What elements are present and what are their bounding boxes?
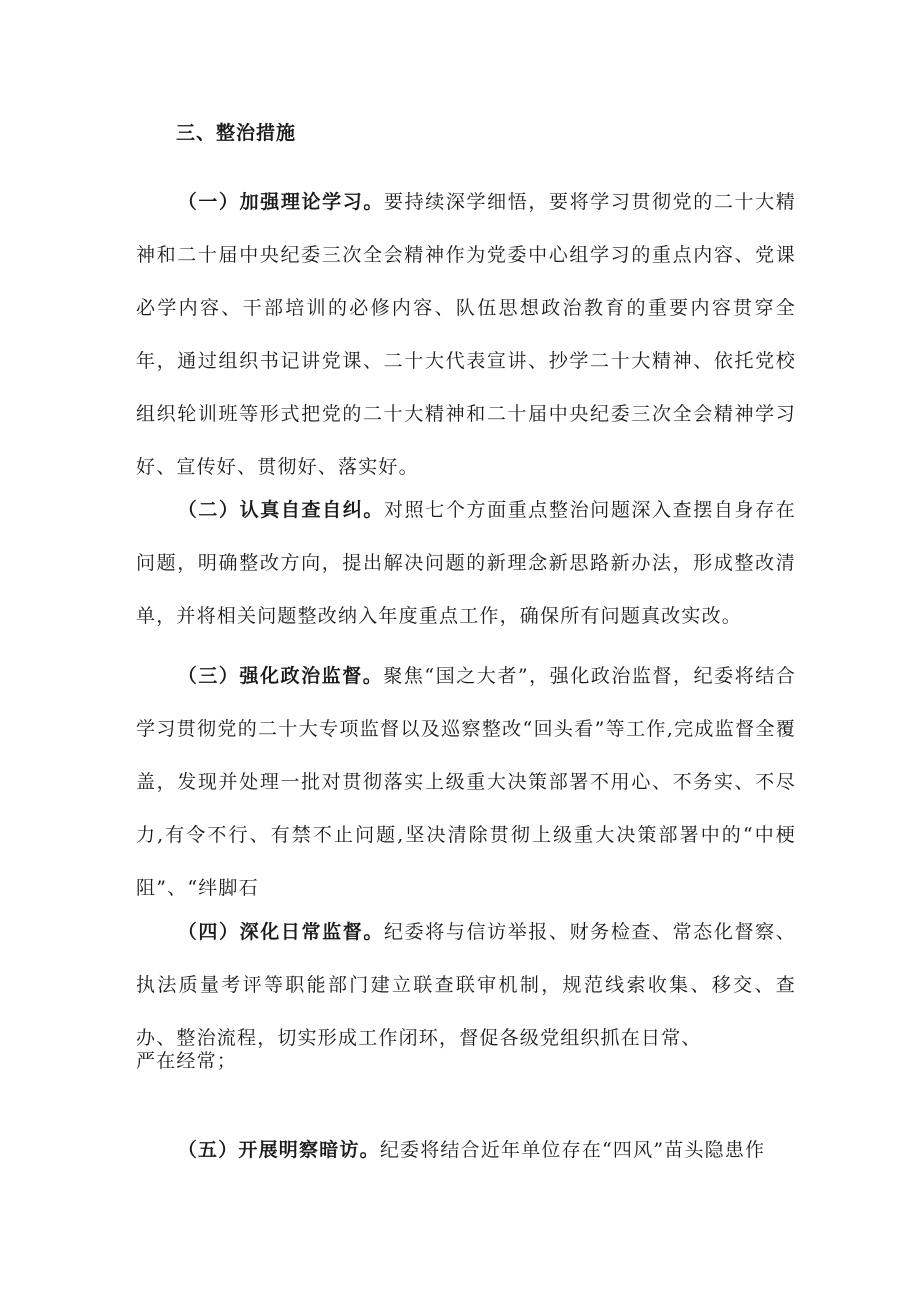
paragraph-5-lead: （五）开展明察暗访。 bbox=[177, 1139, 380, 1161]
paragraph-1 bbox=[136, 176, 796, 494]
paragraph-5-body: 纪委将结合近年单位存在“四风”苗头隐患作 bbox=[379, 1139, 766, 1161]
paragraph-4 bbox=[136, 906, 796, 1065]
paragraph-2 bbox=[136, 484, 796, 643]
section-heading: 三、整治措施 bbox=[176, 122, 297, 144]
paragraph-3-lead: （三）强化政治监督。 bbox=[177, 665, 384, 687]
paragraph-5 bbox=[136, 1124, 796, 1177]
paragraph-2-body: 对照七个方面重点整治问题深入查摆自身存在问题，明确整改方向，提出解决问题的新理念新思路新办法，形成整改清单，并将相关问题整改纳入年度重点工作，确保所有问题真改实改。 bbox=[136, 499, 796, 627]
paragraph-2-lead: （二）认真自查自纠。 bbox=[177, 499, 384, 521]
paragraph-1-lead: （一）加强理论学习。 bbox=[177, 191, 384, 213]
paragraph-4-lead: （四）深化日常监督。 bbox=[177, 921, 384, 943]
paragraph-4-body: 纪委将与信访举报、财务检查、常态化督察、执法质量考评等职能部门建立联查联审机制，规范线索收集、移交、查办、整治流程，切实形成工作闭环，督促各级党组织抓在日常、 bbox=[136, 921, 796, 1049]
paragraph-1-body: 要持续深学细悟，要将学习贯彻党的二十大精神和二十届中央纪委三次全会精神作为党委中心组学习的重点内容、党课必学内容、干部培训的必修内容、队伍思想政治教育的重要内容贯穿全年，通过组织书记讲党课、二十大代表宣讲、抄学二十大精神、依托党校组织轮训班等形式把党的二十大精神和二十届中央纪委三次全会精神学习好、宣传好、贯彻好、落实好。 bbox=[136, 191, 796, 478]
paragraph-4-tail-line: 严在经常； bbox=[136, 1050, 238, 1072]
paragraph-3 bbox=[136, 650, 796, 915]
paragraph-3-body: 聚焦“国之大者”，强化政治监督，纪委将结合学习贯彻党的二十大专项监督以及巡察整改“回头看”等工作,完成监督全覆盖，发现并处理一批对贯彻落实上级重大决策部署不用心、不务实、不尽力,有令不行、有禁不止问题,坚决清除贯彻上级重大决策部署中的“中梗阻”、“绊脚石 bbox=[136, 665, 796, 899]
